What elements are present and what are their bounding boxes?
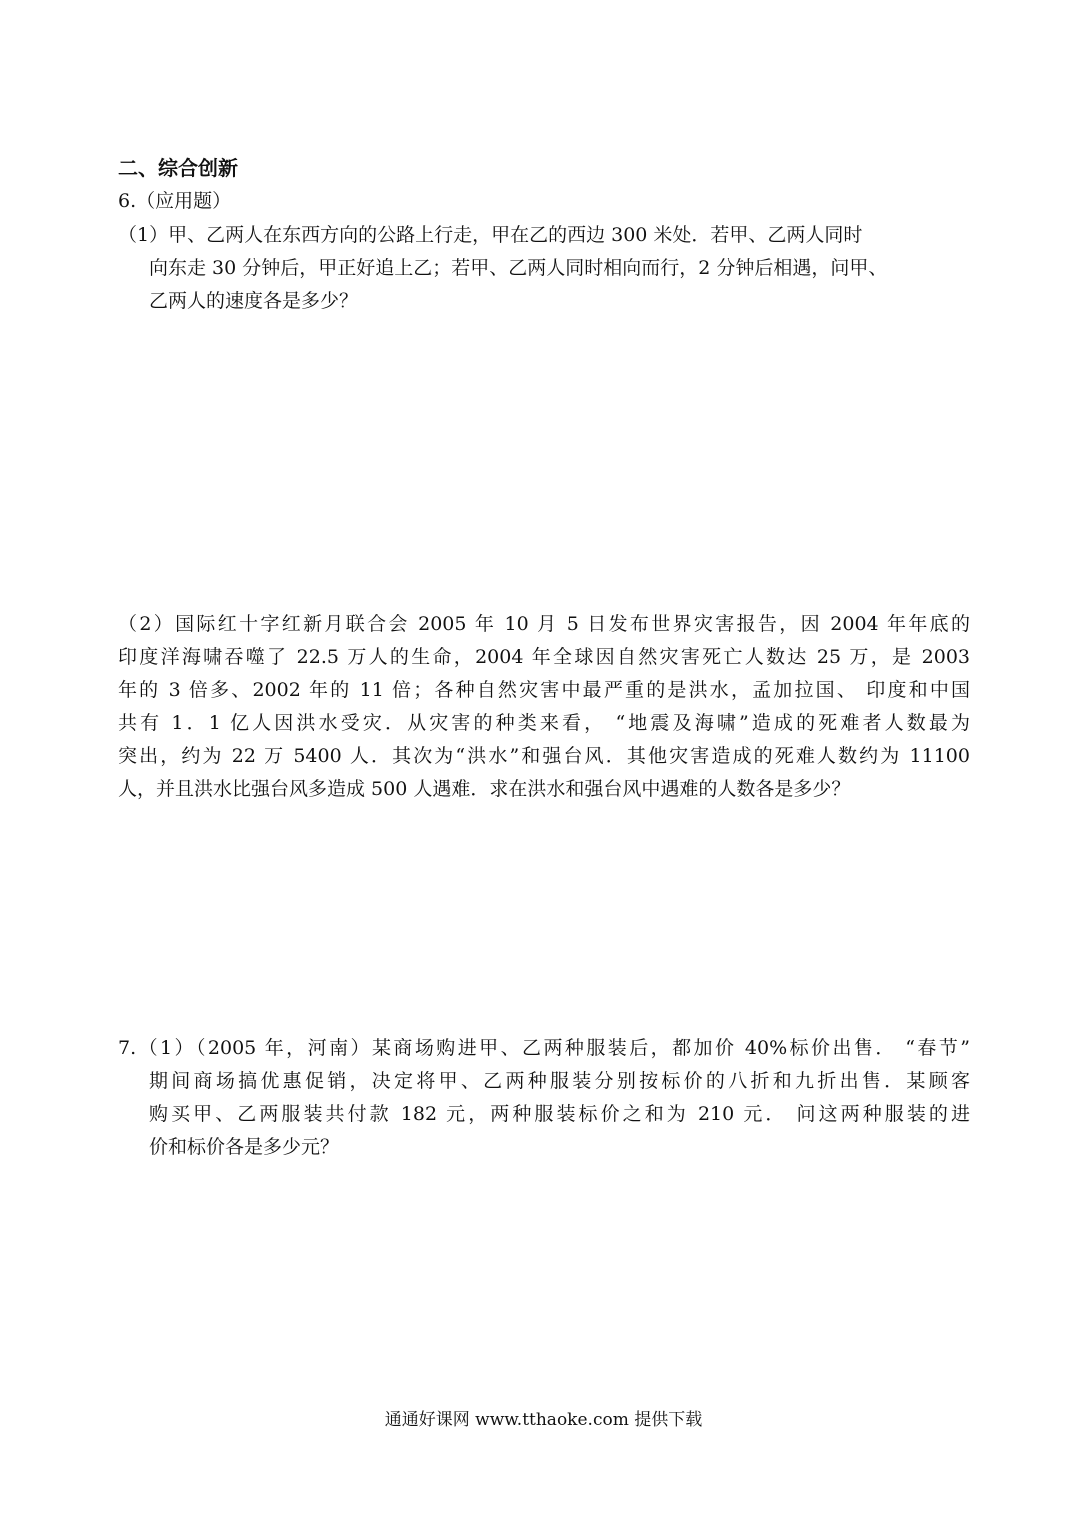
question-6-part-1-line-1: （1）甲、乙两人在东西方向的公路上行走，甲在乙的西边 300 米处．若甲、乙两人同时 [118, 224, 863, 246]
question-6-part-2-line-6: 人，并且洪水比强台风多造成 500 人遇难．求在洪水和强台风中遇难的人数各是多少？ [118, 778, 851, 800]
question-6-part-1-line-2: 向东走 30 分钟后，甲正好追上乙；若甲、乙两人同时相向而行，2 分钟后相遇，问甲、 [149, 257, 888, 279]
question-7-line-4: 价和标价各是多少元？ [149, 1136, 340, 1158]
question-6-part-2-line-5: 突出，约为 22 万 5400 人．其次为“洪水”和强台风．其他灾害造成的死难人数约为 11100 [118, 745, 970, 767]
question-6-part-2-line-1: （2）国际红十字红新月联合会 2005 年 10 月 5 日发布世界灾害报告，因 2004 年年底的 [118, 613, 970, 635]
question-6-part-2-line-3: 年的 3 倍多、2002 年的 11 倍；各种自然灾害中最严重的是洪水，孟加拉国、 印度和中国 [118, 679, 970, 701]
question-7-line-3: 购买甲、乙两服装共付款 182 元，两种服装标价之和为 210 元． 问这两种服装的进 [149, 1103, 970, 1125]
footer-credit: 通通好课网 www.tthaoke.com 提供下载 [384, 1410, 703, 1430]
question-6-part-1-line-3: 乙两人的速度各是多少？ [149, 290, 359, 312]
question-6-label: 6.（应用题） [118, 190, 232, 212]
question-7-line-2: 期间商场搞优惠促销，决定将甲、乙两种服装分别按标价的八折和九折出售．某顾客 [149, 1070, 970, 1092]
section-heading: 二、综合创新 [118, 156, 238, 180]
question-6-part-2-line-2: 印度洋海啸吞噬了 22.5 万人的生命，2004 年全球因自然灾害死亡人数达 25 万，是 2003 [118, 646, 970, 668]
question-7-line-1: 7.（1）（2005 年，河南）某商场购进甲、乙两种服装后，都加价 40%标价出售． “春节” [118, 1037, 970, 1059]
question-7 [118, 1032, 970, 1164]
question-6-part-2-line-4: 共有 1．1 亿人因洪水受灾．从灾害的种类来看， “地震及海啸”造成的死难者人数最为 [118, 712, 970, 734]
question-6-part-2 [118, 608, 970, 806]
